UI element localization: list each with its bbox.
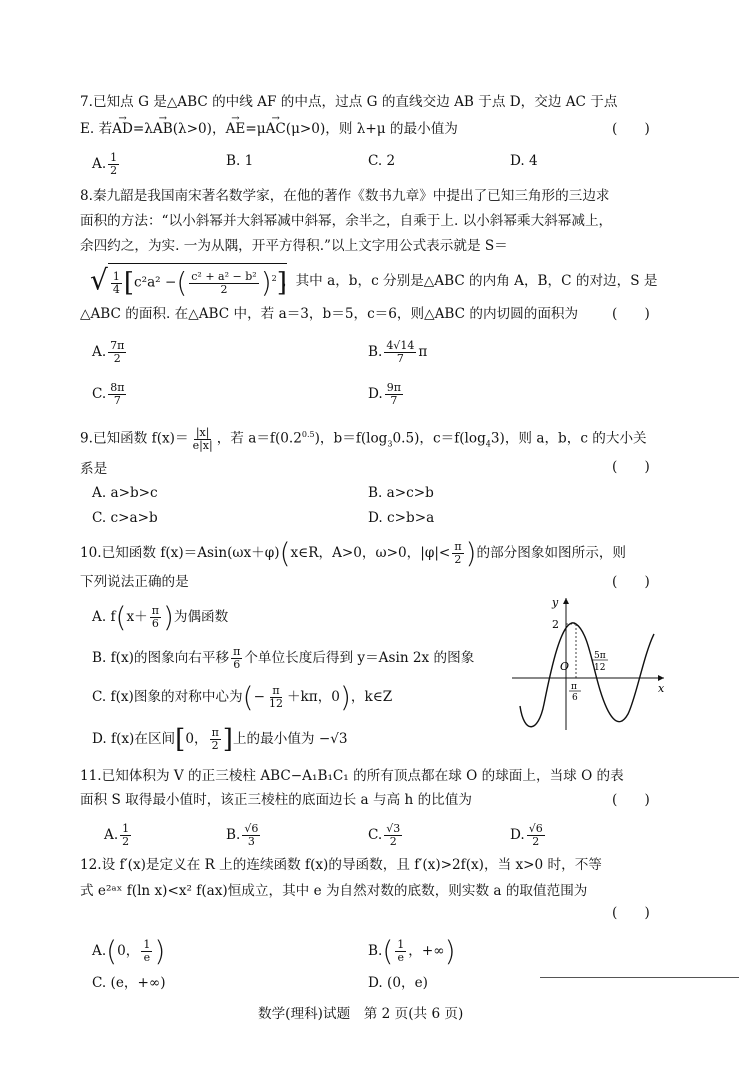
q12-answer-bracket: ( ) <box>612 905 650 921</box>
q12-option-c: C. (e，+∞) <box>92 975 166 991</box>
q12-line1: 12.设 f′(x)是定义在 R 上的连续函数 f(x)的导函数，且 f′(x)>2f(x)，当 x>0 时，不等 <box>80 857 602 873</box>
graph-x-tick-pi6-num: π <box>571 682 577 692</box>
graph-x-tick-5pi12-num: 5π <box>594 651 606 661</box>
q8-option-a: A. $\frac{7\pi}{2}$ <box>92 339 125 365</box>
graph-sine-curve <box>520 623 654 727</box>
q10-line2: 下列说法正确的是 <box>80 574 189 590</box>
q12-option-b: B.( $\frac{1}{e}$ ，+∞) <box>368 934 456 968</box>
q12-option-a: A.(0， $\frac{1}{e}$ ) <box>92 934 166 968</box>
graph-x-arrow <box>658 675 664 681</box>
q10-graph <box>508 594 668 734</box>
q8-answer-bracket: ( ) <box>612 306 650 322</box>
graph-origin-label: O <box>560 660 570 673</box>
graph-y-arrow <box>563 598 569 604</box>
q8-line4: ，其中 a，b，c 分别是△ABC 的内角 A，B，C 的对边，S 是 <box>282 273 658 289</box>
q7-line2: E. 若→ AD=λ→ AB(λ>0)，→ AE=μ→ AC(μ>0)，则 λ+μ 的最小值为 <box>80 120 458 138</box>
q9-line1: 9.已知函数 f(x)＝ $\frac{|x|}{e|x|}$ ，若 $a=f(0.2^{0.5})$，$b=f(\log_30.5)$，$c=f(\log_43)$，则 a，b，c 的大小关 <box>80 425 647 452</box>
q12-line2: 式 e²ᵃˣ f(ln x)<x² f(ax)恒成立，其中 e 为自然对数的底数，则实数 a 的取值范围为 <box>80 883 588 899</box>
q11-option-b: B. $\frac{√6}{3}$ <box>226 822 259 848</box>
q11-line2: 面积 S 取得最小值时，该正三棱柱的底面边长 a 与高 h 的比值为 <box>80 792 472 808</box>
q8-line1: 8.秦九韶是我国南宋著名数学家，在他的著作《数书九章》中提出了已知三角形的三边求 <box>80 188 610 204</box>
q9-option-a: A. a>b>c <box>92 485 158 501</box>
q10-option-a: A. f(x＋ $\frac{\pi}{6}$ )为偶函数 <box>92 600 229 634</box>
q9-option-d: D. c>b>a <box>368 510 435 526</box>
q8-option-b: B. $\frac{4√14}{7}$ π <box>368 339 428 365</box>
q8-option-c: C. $\frac{8\pi}{7}$ <box>92 381 125 407</box>
q7-option-b: B. 1 <box>226 153 254 169</box>
q9-answer-bracket: ( ) <box>612 459 650 475</box>
graph-x-tick-pi6-den: 6 <box>572 693 578 703</box>
graph-x-label: x <box>658 682 665 695</box>
q9-option-b: B. a>c>b <box>368 485 434 501</box>
q8-line5: △ABC 的面积. 在△ABC 中，若 a＝3，b＝5，c＝6，则△ABC 的内切圆的面积为 <box>80 306 579 322</box>
q10-option-c: C. f(x)图象的对称中心为(− $\frac{\pi}{12}$ ＋kπ，0)，k∈Z <box>92 680 393 714</box>
q7-option-d: D. 4 <box>510 153 538 169</box>
q7-line1: 7.已知点 G 是△ABC 的中线 AF 的中点，过点 G 的直线交边 AB 于点 D，交边 AC 于点 <box>80 94 618 110</box>
q9-line2: 系是 <box>80 461 108 477</box>
q7-option-a: A. $\frac{1}{2}$ <box>92 151 118 177</box>
graph-y-tick-2: 2 <box>552 618 559 631</box>
q7-answer-bracket: ( ) <box>612 121 650 137</box>
q8-line2: 面积的方法：“以小斜幂并大斜幂减中斜幂，余半之，自乘于上. 以小斜幂乘大斜幂减上， <box>80 213 613 229</box>
q8-line3: 余四约之，为实. 一为从隅，开平方得积.”以上文字用公式表示就是 S＝ <box>80 238 508 254</box>
q12-option-d: D. (0，e) <box>368 975 428 991</box>
q11-answer-bracket: ( ) <box>612 792 650 808</box>
q11-option-a: A. $\frac{1}{2}$ <box>104 822 130 848</box>
q10-option-b: B. f(x)的图象向右平移 $\frac{\pi}{6}$ 个单位长度后得到 y＝Asin 2x 的图象 <box>92 645 475 671</box>
graph-x-tick-5pi12-den: 12 <box>594 663 606 673</box>
graph-y-label: y <box>552 596 559 609</box>
q11-line1: 11.已知体积为 V 的正三棱柱 ABC−A₁B₁C₁ 的所有顶点都在球 O 的球面上，当球 O 的表 <box>80 768 624 784</box>
page-scan-line <box>540 977 739 978</box>
q7-option-c: C. 2 <box>368 153 396 169</box>
q8-option-d: D. $\frac{9\pi}{7}$ <box>368 381 401 407</box>
page-footer: 数学(理科)试题 第 2 页(共 6 页) <box>258 1006 464 1022</box>
q11-option-c: C. $\frac{√3}{2}$ <box>368 822 401 848</box>
q10-answer-bracket: ( ) <box>612 574 650 590</box>
q8-formula: √ $\frac{1}{4}$ [c²a² −( $\frac{\text{c² + a² − b²}}{2}$ )$^2$] <box>90 263 287 300</box>
q10-option-d: D. f(x)在区间[0， $\frac{\pi}{2}$ ]上的最小值为 −√3 <box>92 724 348 755</box>
q11-option-d: D. $\frac{√6}{2}$ <box>510 822 543 848</box>
q9-option-c: C. c>a>b <box>92 510 158 526</box>
q10-line1: 10.已知函数 f(x)＝Asin(ωx＋φ)(x∈R，A>0，ω>0，|φ|< $\frac{\pi}{2}$ )的部分图象如图所示，则 <box>80 536 627 570</box>
